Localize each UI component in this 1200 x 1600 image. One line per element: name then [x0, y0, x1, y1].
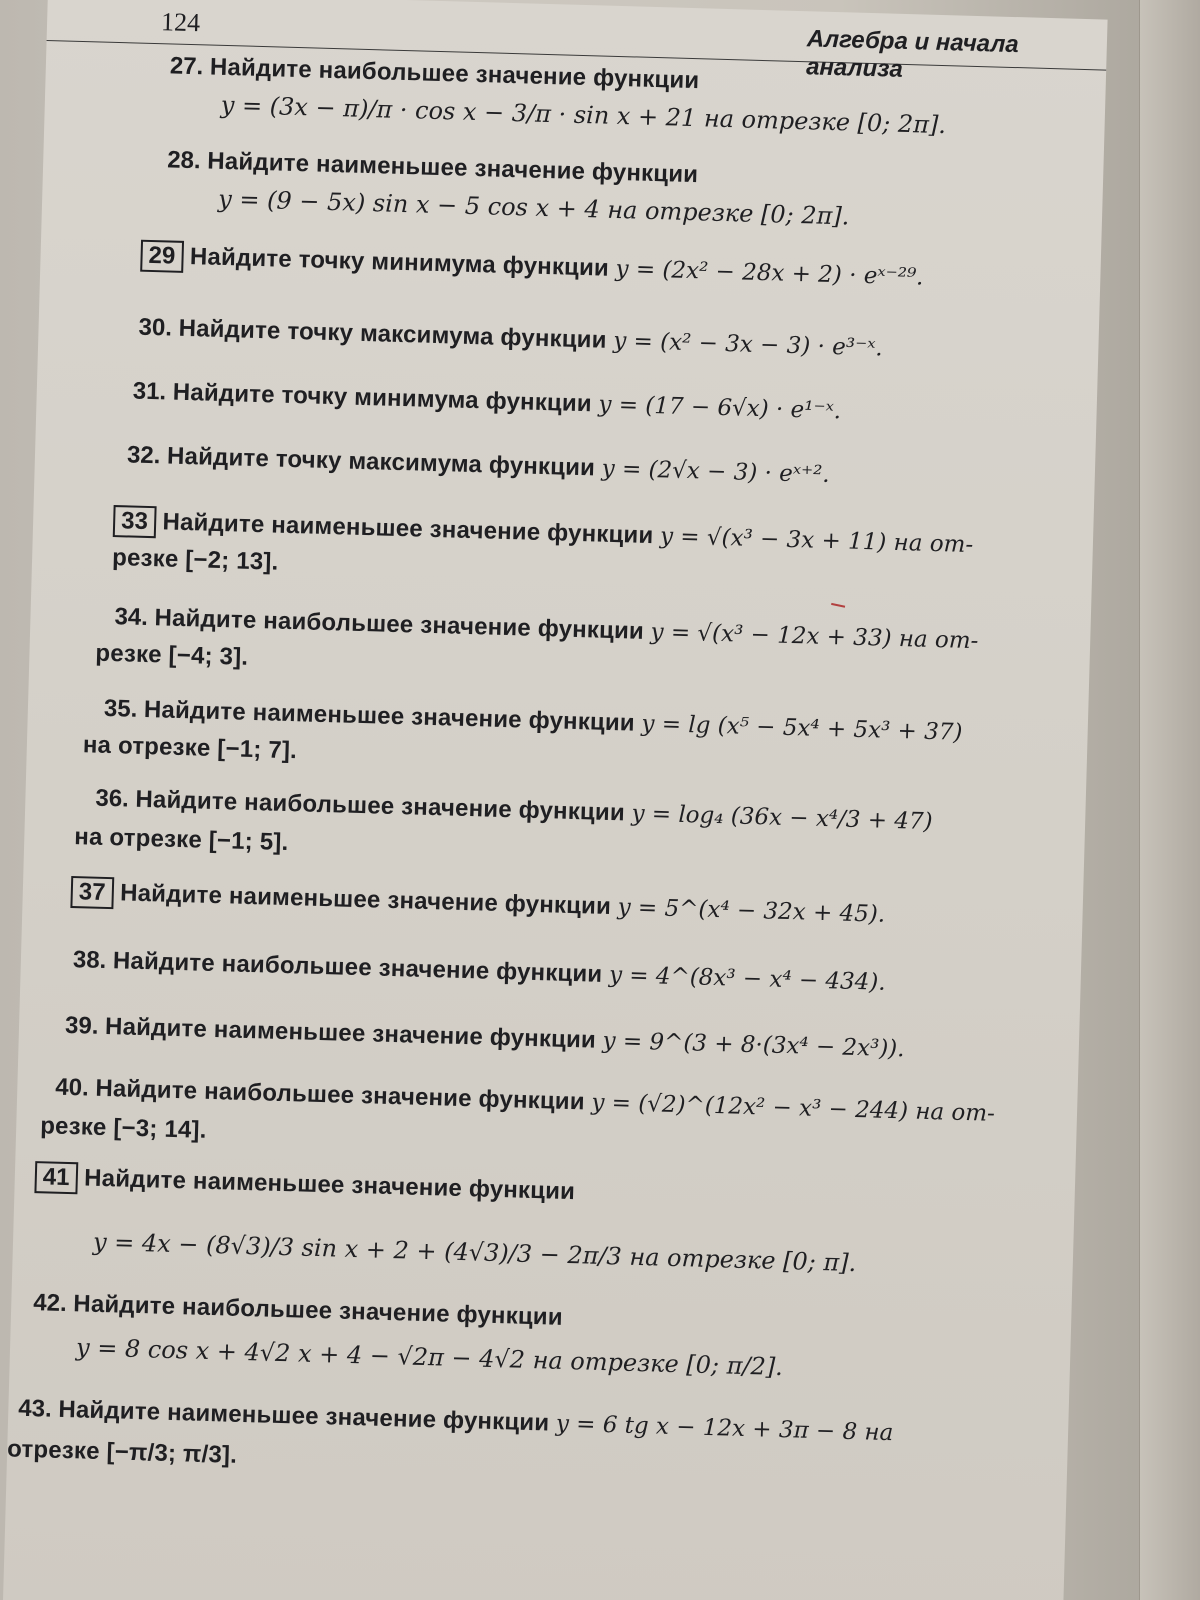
problem-continuation: отрезке [−π/3; π/3]. — [6, 1435, 238, 1469]
problem-text: Найдите наименьшее значение функции — [206, 147, 699, 189]
pen-mark — [831, 603, 845, 608]
problem-text: Найдите наибольшее значение функции — [112, 947, 603, 988]
problem-number: 39. — [64, 1011, 99, 1040]
problem-text: Найдите наименьшее значение функции — [104, 1013, 597, 1054]
problem-formula: y = √(x³ − 3x + 11) на от- — [659, 523, 974, 559]
problem-formula: y = 5^(x⁴ − 32x + 45). — [617, 894, 886, 928]
problem-37 — [70, 875, 885, 932]
problem-number-boxed: 29 — [140, 240, 184, 273]
problem-number: 35. — [103, 694, 138, 723]
problem-continuation: резке [−4; 3]. — [95, 639, 249, 671]
problem-39 — [65, 1009, 905, 1066]
problem-formula: y = 6 tg x − 12x + 3π − 8 на — [555, 1410, 894, 1447]
problem-formula: y = (x² − 3x − 3) · e³⁻ˣ. — [612, 327, 884, 362]
problem-number: 43. — [18, 1394, 53, 1423]
problem-text: Найдите наименьшее значение функции — [143, 695, 636, 737]
problem-38 — [72, 943, 886, 1000]
problem-number-boxed: 33 — [113, 505, 157, 538]
problem-formula: y = (2√x − 3) · eˣ⁺². — [601, 455, 831, 489]
problem-number: 38. — [72, 946, 107, 975]
problem-text: Найдите наибольшее значение функции — [209, 53, 700, 95]
problem-continuation: резке [−2; 13]. — [111, 544, 279, 576]
problem-continuation: на отрезке [−1; 5]. — [73, 823, 289, 857]
problem-formula: y = (3x − π)/π · cos x − 3/π · sin x + 21 на отрезке [0; 2π]. — [220, 90, 947, 140]
problem-text: Найдите наименьшее значение функции — [162, 508, 654, 550]
problem-number-boxed: 41 — [34, 1161, 78, 1194]
problem-text: Найдите наименьшее значение функции — [83, 1164, 576, 1206]
problem-text: Найдите точку минимума функции — [172, 378, 593, 418]
problem-text: Найдите наименьшее значение функции — [119, 879, 612, 921]
problem-41 — [34, 1160, 575, 1209]
problem-formula: y = √(x³ − 12x + 33) на от- — [650, 619, 979, 655]
problem-number: 42. — [32, 1289, 68, 1318]
problem-text: Найдите наибольшее значение функции — [154, 604, 645, 645]
problem-formula: y = 4^(8x³ − x⁴ − 434). — [608, 962, 887, 996]
problem-formula: y = lg (x⁵ − 5x⁴ + 5x³ + 37) — [641, 710, 963, 746]
problem-formula: y = log₄ (36x − x⁴/3 + 47) — [631, 800, 933, 836]
problem-text: Найдите точку максимума функции — [178, 314, 608, 354]
problem-29 — [140, 239, 924, 295]
problem-continuation: резке [−3; 14]. — [39, 1112, 207, 1144]
page-number: 124 — [160, 7, 201, 38]
problem-number-boxed: 37 — [70, 876, 114, 909]
problem-number: 31. — [132, 377, 167, 406]
problem-text: Найдите наименьшее значение функции — [58, 1395, 550, 1437]
problem-text: Найдите наибольшее значение функции — [95, 1074, 586, 1116]
problem-number: 36. — [95, 784, 130, 813]
problem-formula: y = 4x − (8√3)/3 sin x + 2 + (4√3)/3 − 2π/3 на отрезке [0; π]. — [92, 1227, 857, 1278]
problem-formula: y = 9^(3 + 8·(3x⁴ − 2x³)). — [602, 1027, 905, 1063]
problem-formula: y = (17 − 6√x) · e¹⁻ˣ. — [598, 391, 842, 425]
problem-text: Найдите наибольшее значение функции — [135, 785, 626, 827]
textbook-page — [2, 0, 1107, 1600]
problem-number: 34. — [114, 603, 149, 632]
problem-number: 40. — [54, 1073, 90, 1102]
problem-number: 30. — [138, 313, 173, 342]
problem-31 — [132, 375, 841, 429]
problem-formula: y = (√2)^(12x² − x³ − 244) на от- — [591, 1089, 996, 1127]
problem-formula: y = (9 − 5x) sin x − 5 cos x + 4 на отрезке [0; 2π]. — [217, 184, 850, 231]
problem-continuation: на отрезке [−1; 7]. — [82, 731, 298, 765]
problem-number: 27. — [169, 52, 204, 81]
problem-formula: y = (2x² − 28x + 2) · eˣ⁻²⁹. — [615, 255, 924, 291]
adjacent-page-edge — [1139, 0, 1200, 1600]
problem-42 — [33, 1286, 563, 1335]
problem-text: Найдите наибольшее значение функции — [72, 1290, 564, 1331]
running-title: Алгебра и начала анализа — [805, 25, 1020, 83]
problem-number: 28. — [166, 146, 202, 175]
problem-formula: y = 8 cos x + 4√2 x + 4 − √2π − 4√2 на отрезке [0; π/2]. — [75, 1333, 784, 1382]
problem-text: Найдите точку максимума функции — [166, 442, 596, 482]
problem-32 — [127, 438, 831, 492]
problem-number: 32. — [126, 441, 161, 470]
problem-30 — [138, 311, 883, 366]
problem-text: Найдите точку минимума функции — [189, 243, 610, 282]
